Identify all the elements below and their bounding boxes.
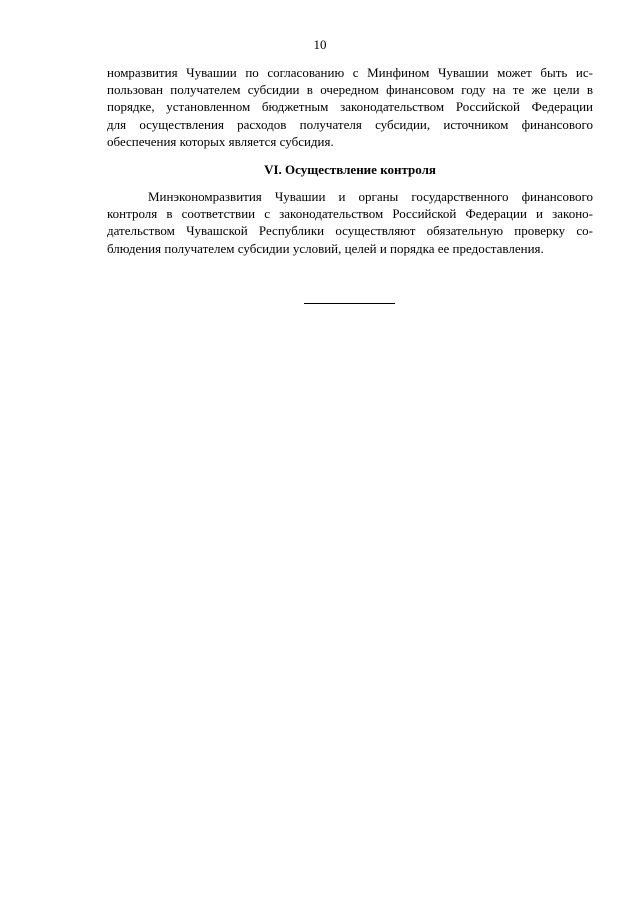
page-number: 10: [313, 37, 327, 52]
paragraph-line: номразвития Чувашии по согласованию с Минфином Чувашии может быть ис-: [107, 65, 593, 80]
paragraph-continuation: [107, 64, 593, 150]
paragraph-line: пользован получателем субсидии в очередном финансовом году на те же цели в: [107, 82, 593, 98]
paragraph-control: [107, 188, 593, 257]
paragraph-line: обеспечения которых является субсидия.: [107, 133, 334, 149]
paragraph-line: блюдения получателем субсидии условий, целей и порядка ее предоставления.: [107, 240, 544, 256]
paragraph-line: контроля в соответствии с законодательством Российской Федерации и законо-: [107, 206, 593, 222]
end-separator-line: [304, 303, 395, 304]
paragraph-line: порядке, установленном бюджетным законодательством Российской Федерации: [107, 99, 593, 115]
paragraph-line: для осуществления расходов получателя субсидии, источником финансового: [107, 116, 593, 132]
section-heading: VI. Осуществление контроля: [264, 161, 436, 177]
paragraph-line: Минэкономразвития Чувашии и органы государственного финансового: [148, 188, 593, 204]
document-body: [107, 64, 593, 257]
paragraph-line: дательством Чувашской Республики осуществляют обязательную проверку со-: [107, 223, 593, 239]
